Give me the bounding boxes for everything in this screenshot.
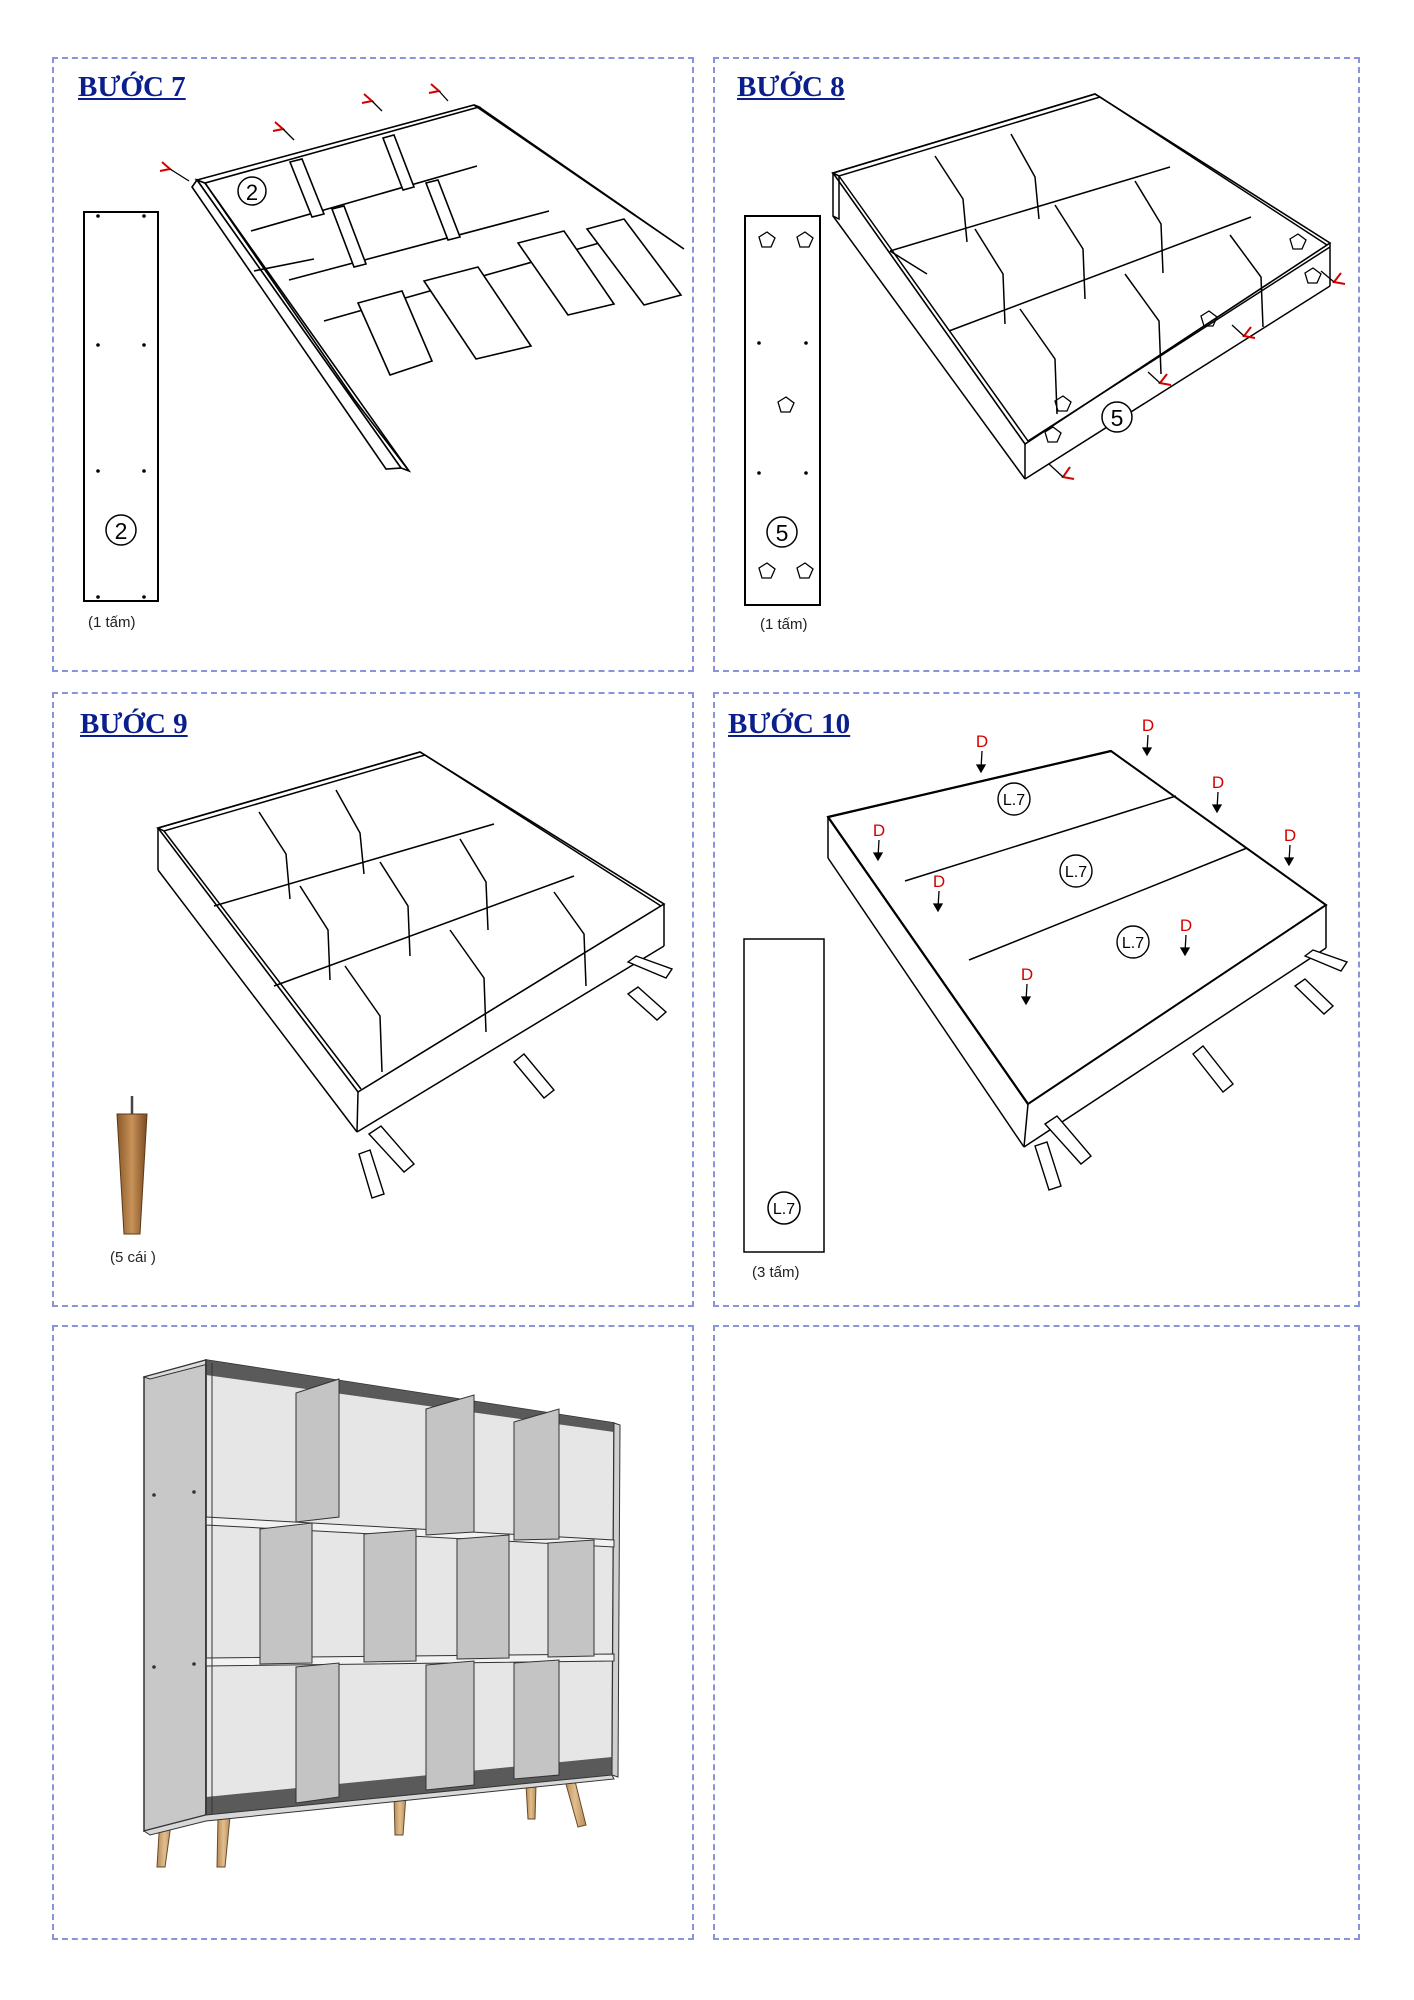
marker-d-7: D [1179, 916, 1193, 935]
marker-d-1: D [975, 732, 989, 751]
step-7-title: BƯỚC 7 [78, 71, 186, 103]
step-9-illustration [54, 694, 696, 1309]
panel-l7-label-c: L.7 [1121, 935, 1145, 952]
marker-d-8: D [1020, 965, 1034, 984]
panel-l7-label-b: L.7 [1064, 864, 1088, 881]
part-2-label: 2 [114, 518, 128, 544]
assembly-part-2-label: 2 [245, 180, 259, 205]
step-9-title: BƯỚC 9 [80, 708, 188, 740]
marker-d-3: D [1211, 773, 1225, 792]
step-10-caption: (3 tấm) [752, 1264, 800, 1281]
panel-l7-label-a: L.7 [1002, 792, 1026, 809]
empty-panel [713, 1325, 1360, 1940]
finished-product-panel [52, 1325, 694, 1940]
step-10-title: BƯỚC 10 [728, 708, 851, 740]
marker-d-6: D [932, 872, 946, 891]
step-9-panel [52, 692, 694, 1307]
step-8-panel [713, 57, 1360, 672]
step-7-illustration [54, 59, 696, 674]
assembly-part-5-label: 5 [1110, 405, 1124, 431]
marker-d-2: D [1141, 716, 1155, 735]
step-8-title: BƯỚC 8 [737, 71, 845, 103]
marker-d-4: D [1283, 826, 1297, 845]
step-10-panel [713, 692, 1360, 1307]
step-8-caption: (1 tấm) [760, 616, 808, 633]
step-7-caption: (1 tấm) [88, 614, 136, 631]
step-7-panel [52, 57, 694, 672]
step-10-illustration [715, 694, 1362, 1309]
step-8-illustration [715, 59, 1362, 674]
marker-d-5: D [872, 821, 886, 840]
step-9-caption: (5 cái ) [110, 1249, 156, 1266]
part-l7-label: L.7 [772, 1201, 796, 1218]
part-5-label: 5 [775, 520, 789, 546]
finished-bookcase-illustration [54, 1327, 696, 1942]
